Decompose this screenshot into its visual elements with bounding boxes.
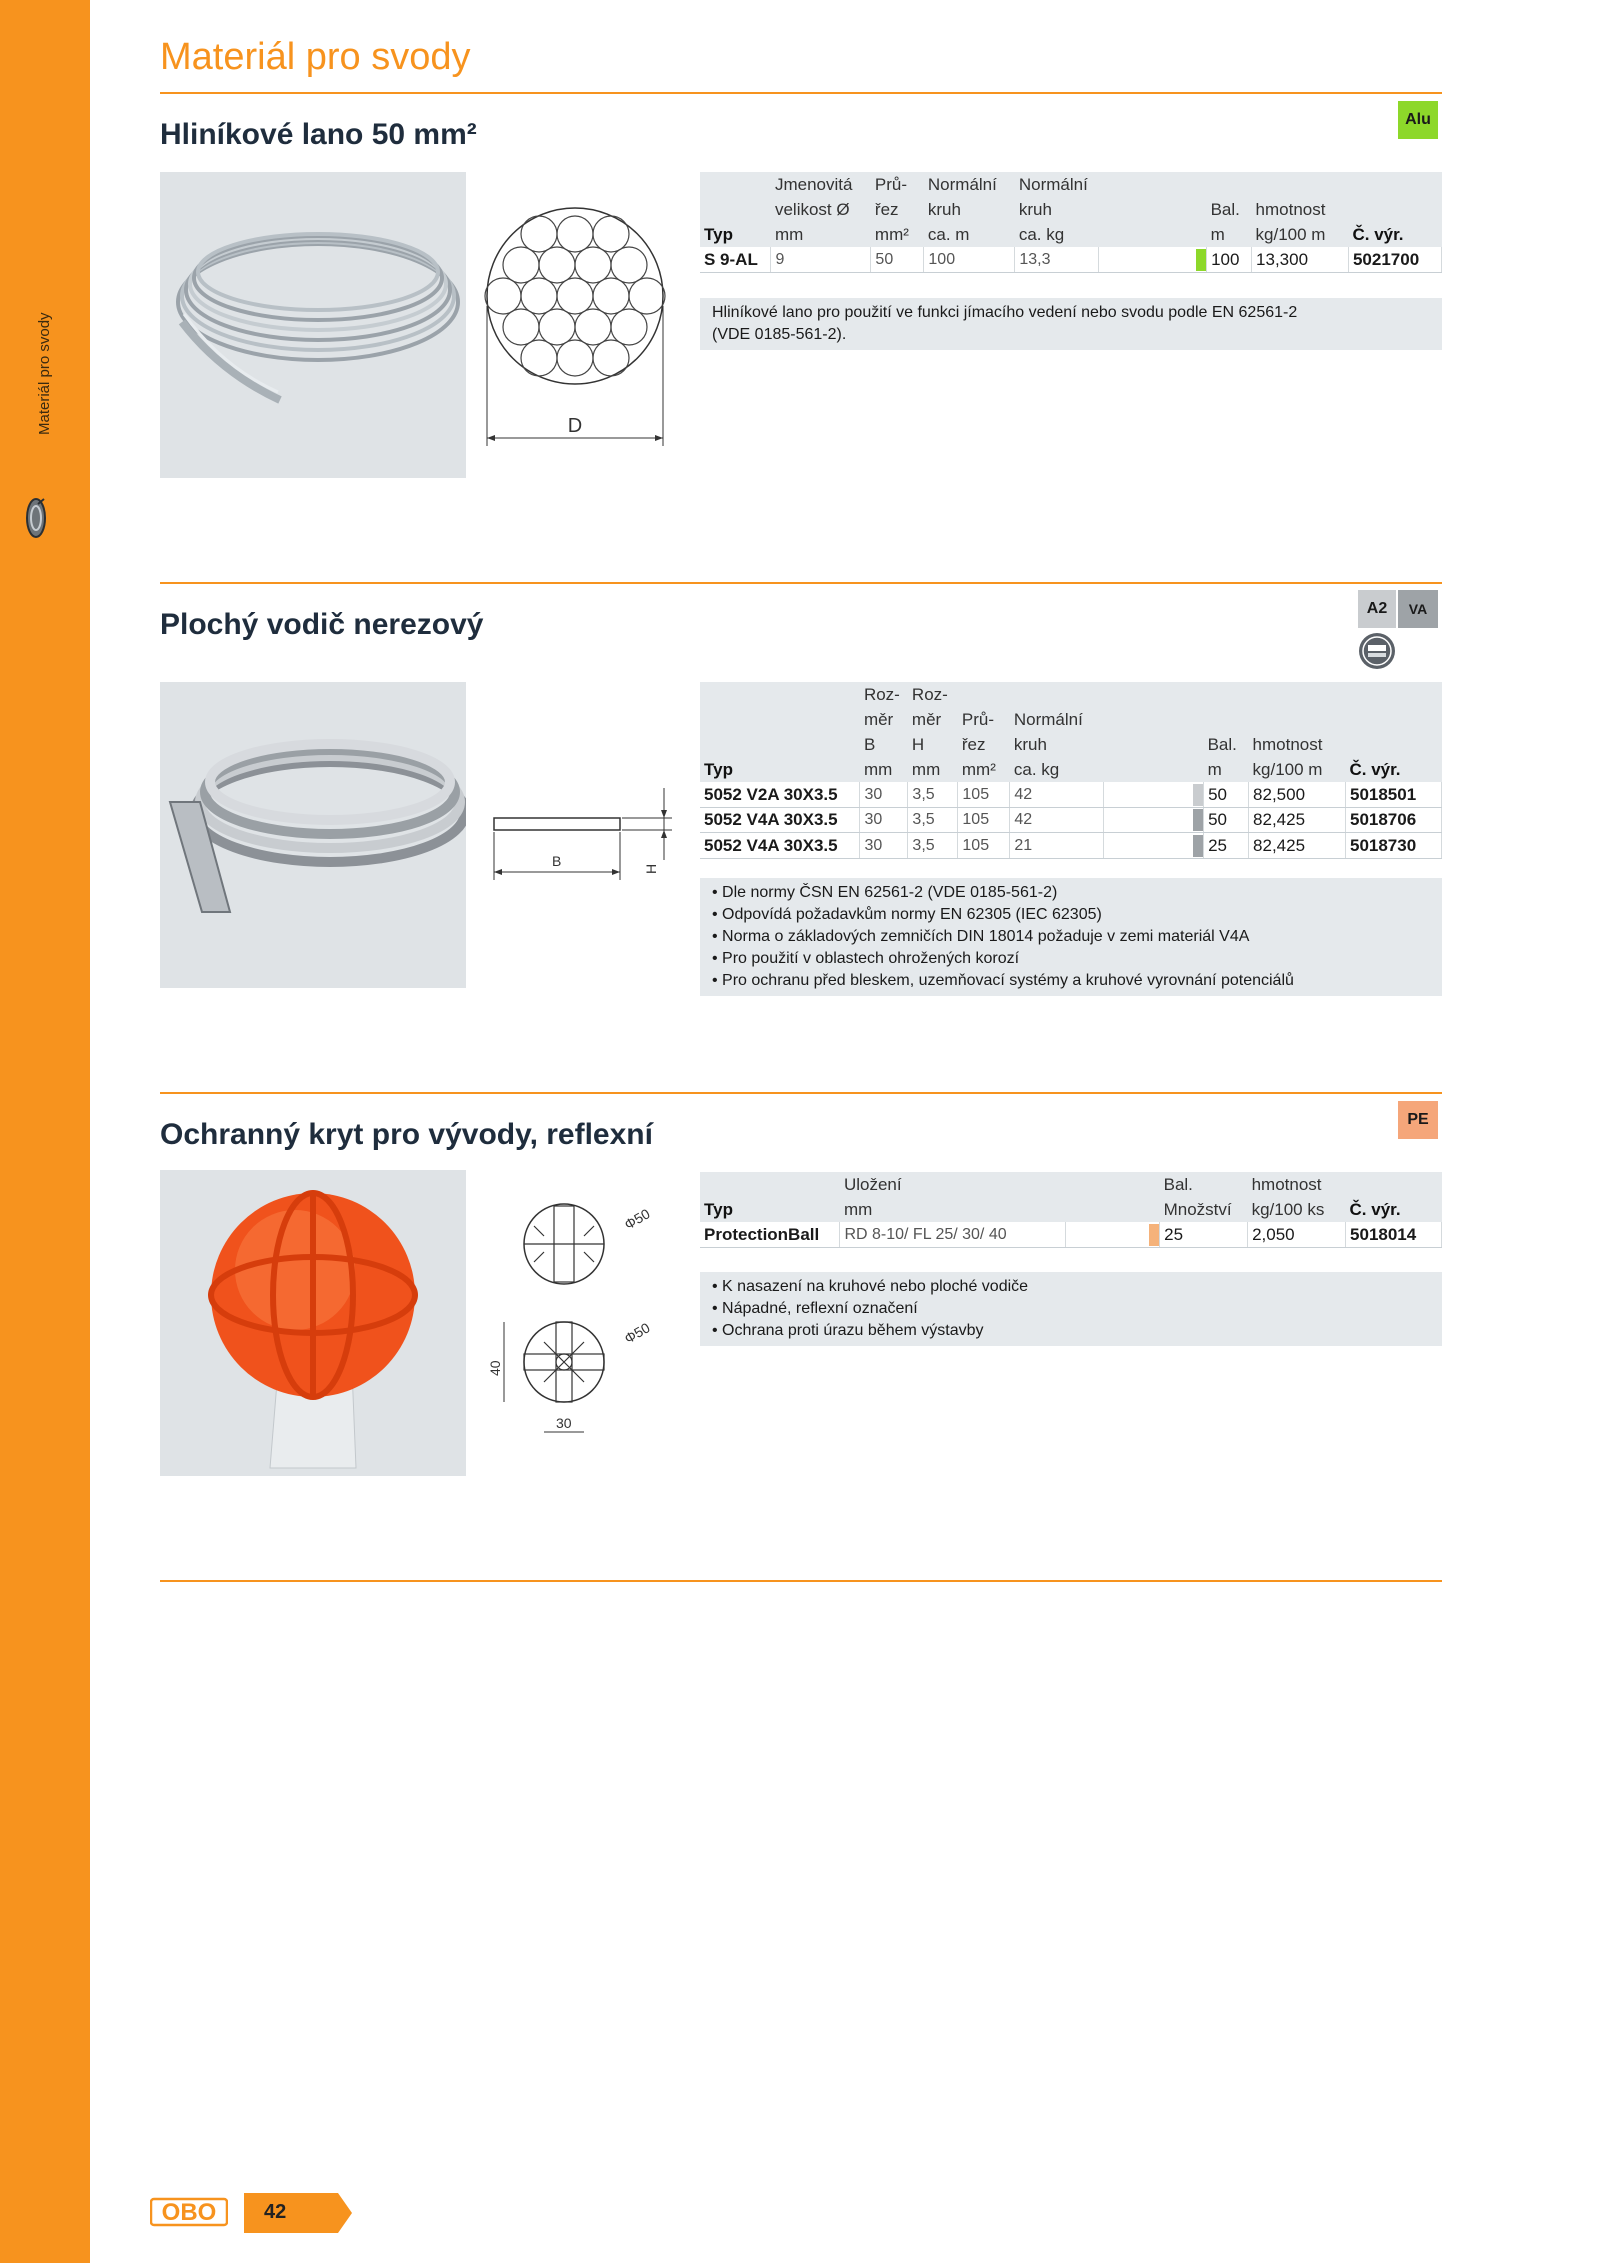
description-line: • Dle normy ČSN EN 62561-2 (VDE 0185-561-2) (712, 884, 1058, 901)
dimension-label-width: 30 (556, 1415, 572, 1431)
page-number-tab (244, 2193, 352, 2233)
material-badge-pe: PE (1398, 1101, 1438, 1139)
table-header-row: Roz- Roz- (700, 682, 1442, 707)
flat-conductor-drawing (488, 780, 678, 895)
spec-table-protection-ball (700, 1172, 1442, 1248)
section-title-aluminium-wire: Hliníkové lano 50 mm² (160, 118, 477, 151)
table-header-row: Typ mm mm mm² ca. kg m kg/100 m Č. výr. (700, 757, 1442, 782)
cable-coil-icon (24, 496, 48, 545)
section-title-flat-conductor: Plochý vodič nerezový (160, 608, 484, 641)
table-row: 5052 V4A 30X3.5 30 3,5 105 21 25 82,425 5018730 (700, 833, 1442, 859)
row-color-marker (1196, 249, 1206, 271)
table-header-row: Typ mm mm² ca. m ca. kg m kg/100 m Č. výr. (700, 222, 1442, 247)
table-header-row: Uložení Bal. hmotnost (700, 1172, 1442, 1197)
section-rule (160, 1092, 1442, 1094)
section-rule (160, 1580, 1442, 1582)
sidebar-label: Materiál pro svody (36, 312, 53, 435)
section-rule (160, 582, 1442, 584)
product-photo-protection-ball (160, 1170, 466, 1476)
protection-ball-drawing (482, 1196, 682, 1451)
dimension-label-h: H (643, 863, 659, 874)
product-photo-flat-conductor (160, 682, 466, 988)
description-box (700, 878, 1442, 996)
page-number: 42 (264, 2201, 287, 2223)
description-line: • K nasazení na kruhové nebo ploché vodiče (712, 1278, 1029, 1295)
material-badge-alu: Alu (1398, 101, 1438, 139)
material-badge-va: VA (1398, 590, 1438, 628)
table-header-row: velikost Ø řez kruh kruh Bal. hmotnost (700, 197, 1442, 222)
table-row: ProtectionBall RD 8-10/ FL 25/ 30/ 40 25 2,050 5018014 (700, 1222, 1442, 1247)
title-rule (160, 92, 1442, 94)
description-line: Hliníkové lano pro použití ve funkci jímacího vedení nebo svodu podle EN 62561-2 (712, 304, 1298, 321)
tested-icon (1358, 632, 1396, 675)
dimension-label-diameter: Φ50 (621, 1319, 653, 1347)
row-color-marker (1193, 784, 1203, 806)
section-title-protection-ball: Ochranný kryt pro vývody, reflexní (160, 1118, 653, 1151)
dimension-label-diameter: Φ50 (621, 1205, 653, 1233)
description-line: • Nápadné, reflexní označení (712, 1300, 918, 1317)
brand-text: OBO (161, 2199, 217, 2226)
table-header-row: Typ mm Množství kg/100 ks Č. výr. (700, 1197, 1442, 1222)
cross-section-drawing (476, 196, 676, 461)
spec-table-flat-conductor (700, 682, 1442, 859)
spec-table-aluminium-wire (700, 172, 1442, 273)
table-row: 5052 V2A 30X3.5 30 3,5 105 42 50 82,500 5018501 (700, 782, 1442, 807)
dimension-label-height: 40 (487, 1360, 503, 1376)
table-row: S 9-AL 9 50 100 13,3 100 13,300 5021700 (700, 247, 1442, 272)
dimension-label-d: D (567, 415, 583, 437)
description-line: • Odpovídá požadavkům normy EN 62305 (IEC 62305) (712, 906, 1102, 923)
description-line: • Ochrana proti úrazu během výstavby (712, 1322, 984, 1339)
table-header-row: měr měr Prů- Normální (700, 707, 1442, 732)
row-color-marker (1149, 1224, 1159, 1246)
page-title: Materiál pro svody (160, 36, 471, 78)
table-header-row: B H řez kruh Bal. hmotnost (700, 732, 1442, 757)
description-line: • Pro ochranu před bleskem, uzemňovací systémy a kruhové vyrovnání potenciálů (712, 972, 1294, 989)
row-color-marker (1193, 835, 1203, 857)
table-row: 5052 V4A 30X3.5 30 3,5 105 42 50 82,425 5018706 (700, 807, 1442, 833)
row-color-marker (1193, 809, 1203, 831)
table-header-row: Jmenovitá Prů- Normální Normální (700, 172, 1442, 197)
description-line: (VDE 0185-561-2). (712, 326, 847, 343)
obo-logo (150, 2197, 228, 2232)
dimension-label-b: B (552, 853, 562, 869)
description-box (700, 298, 1442, 350)
description-line: • Pro použití v oblastech ohrožených korozí (712, 950, 1020, 967)
description-line: • Norma o základových zemničích DIN 18014 požaduje v zemi materiál V4A (712, 928, 1250, 945)
description-box (700, 1272, 1442, 1346)
product-photo-aluminium-coil (160, 172, 466, 478)
material-badge-a2: A2 (1358, 590, 1396, 628)
